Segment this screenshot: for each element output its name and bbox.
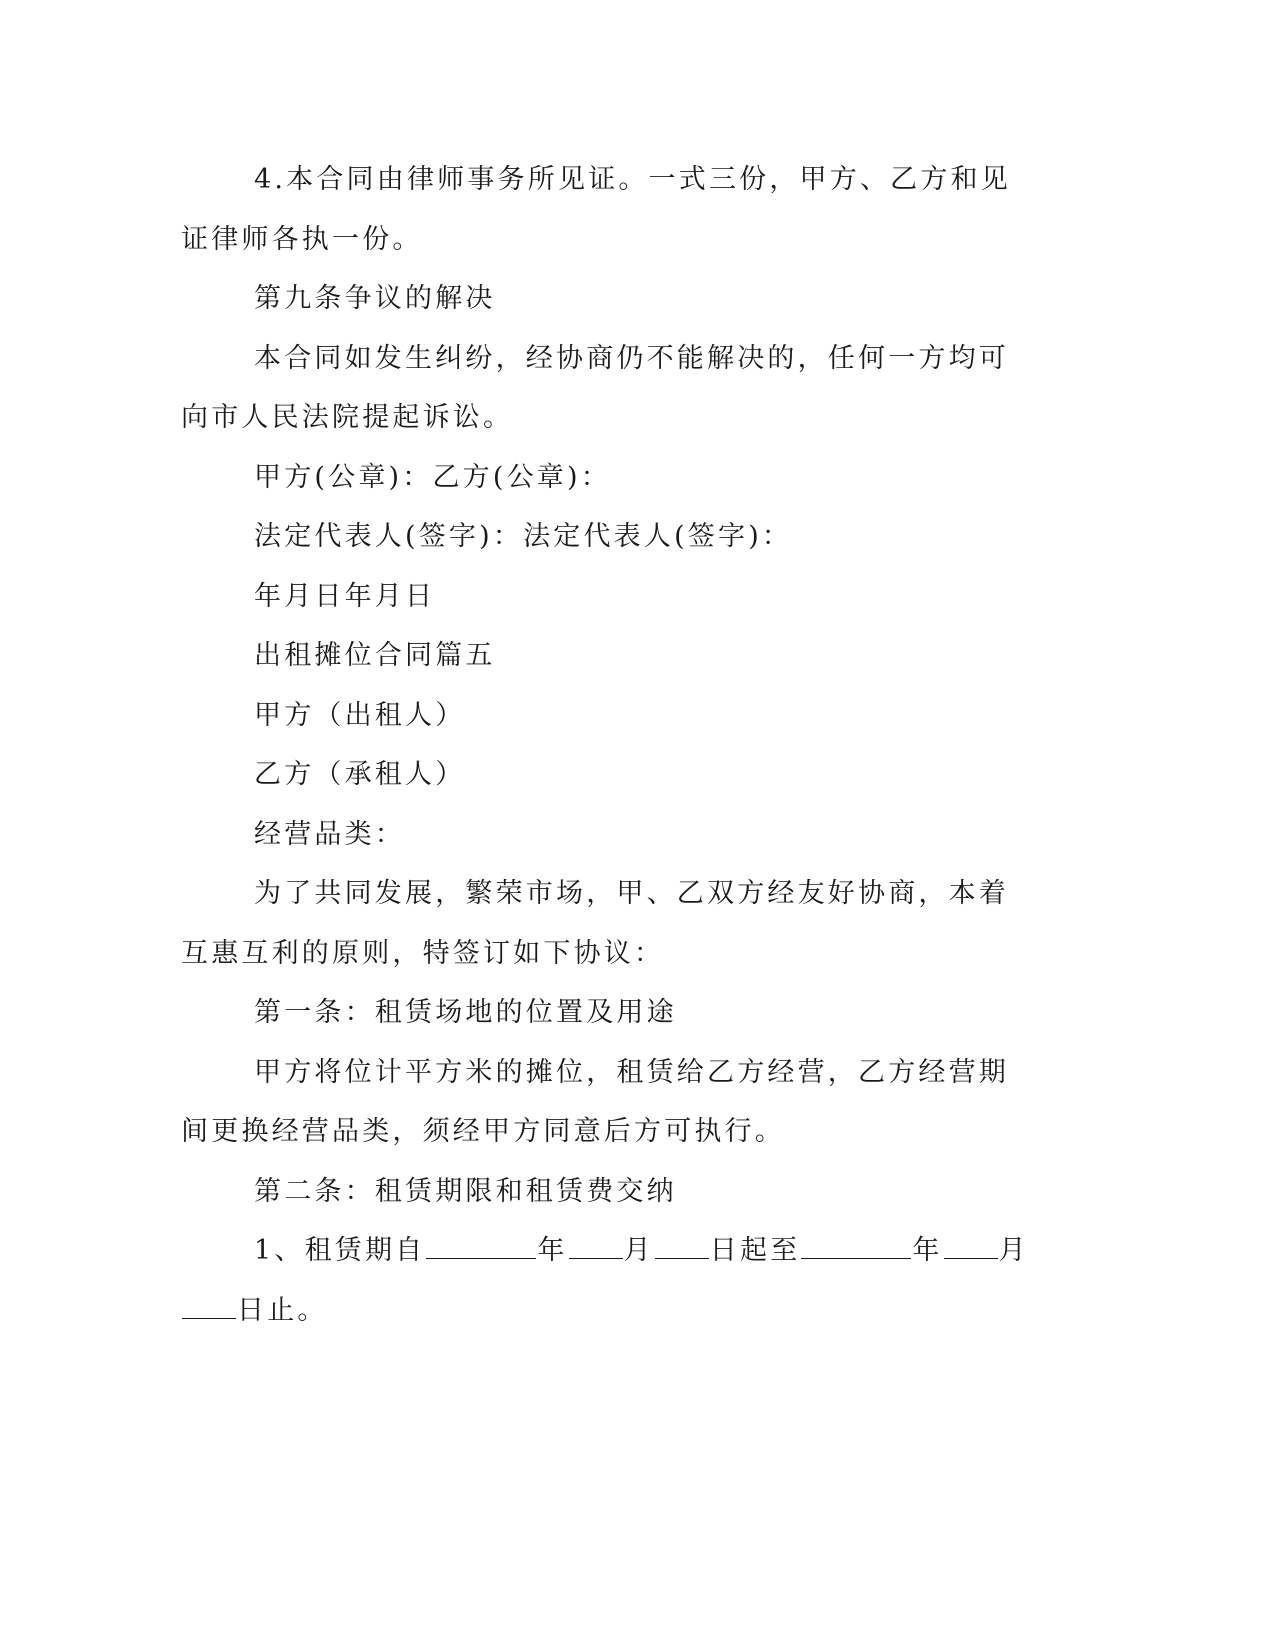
paragraph-preamble: 为了共同发展，繁荣市场，甲、乙双方经友好协商，本着互惠互利的原则，特签订如下协议： — [181, 878, 1009, 969]
signature-dates: 年月日年月日 — [254, 580, 436, 612]
blank-start-month — [569, 1232, 623, 1259]
paragraph-dispute-resolution: 本合同如发生纠纷，经协商仍不能解决的，任何一方均可向市人民法院提起诉讼。 — [181, 342, 1009, 433]
blank-start-day — [655, 1232, 709, 1259]
signature-legal-representatives: 法定代表人(签字)：法定代表人(签字)： — [254, 521, 793, 552]
heading-article-one: 第一条：租赁场地的位置及用途 — [254, 997, 677, 1028]
lease-term-day-1: 日起至 — [709, 1235, 801, 1266]
heading-article-nine: 第九条争议的解决 — [254, 283, 496, 314]
blank-end-month — [944, 1232, 998, 1259]
paragraph-lease-term — [181, 1221, 1031, 1340]
lease-term-year-2: 年 — [912, 1235, 943, 1266]
party-b-lessee: 乙方（承租人） — [254, 759, 466, 790]
blank-end-year — [801, 1232, 911, 1259]
lease-term-end: 日止。 — [237, 1294, 328, 1326]
business-category: 经营品类： — [254, 818, 405, 850]
heading-article-two: 第二条：租赁期限和租赁费交纳 — [254, 1175, 677, 1207]
blank-end-day — [182, 1292, 236, 1319]
contract-title-part-five: 出租摊位合同篇五 — [254, 640, 496, 671]
party-a-lessor: 甲方（出租人） — [254, 699, 466, 731]
blank-start-year — [426, 1232, 536, 1259]
signature-party-seals: 甲方(公章)：乙方(公章)： — [254, 461, 611, 493]
lease-term-year-1: 年 — [537, 1235, 568, 1266]
paragraph-stall-location: 甲方将位计平方米的摊位，租赁给乙方经营，乙方经营期间更换经营品类，须经甲方同意后方可执行。 — [181, 1056, 1009, 1147]
document-body — [181, 150, 1031, 1340]
lease-term-month-2: 月 — [998, 1235, 1029, 1266]
lease-term-month-1: 月 — [623, 1235, 654, 1266]
lease-term-prefix: 1、租赁期自 — [254, 1235, 426, 1266]
paragraph-witness-clause: 4.本合同由律师事务所见证。一式三份，甲方、乙方和见证律师各执一份。 — [181, 164, 1011, 255]
